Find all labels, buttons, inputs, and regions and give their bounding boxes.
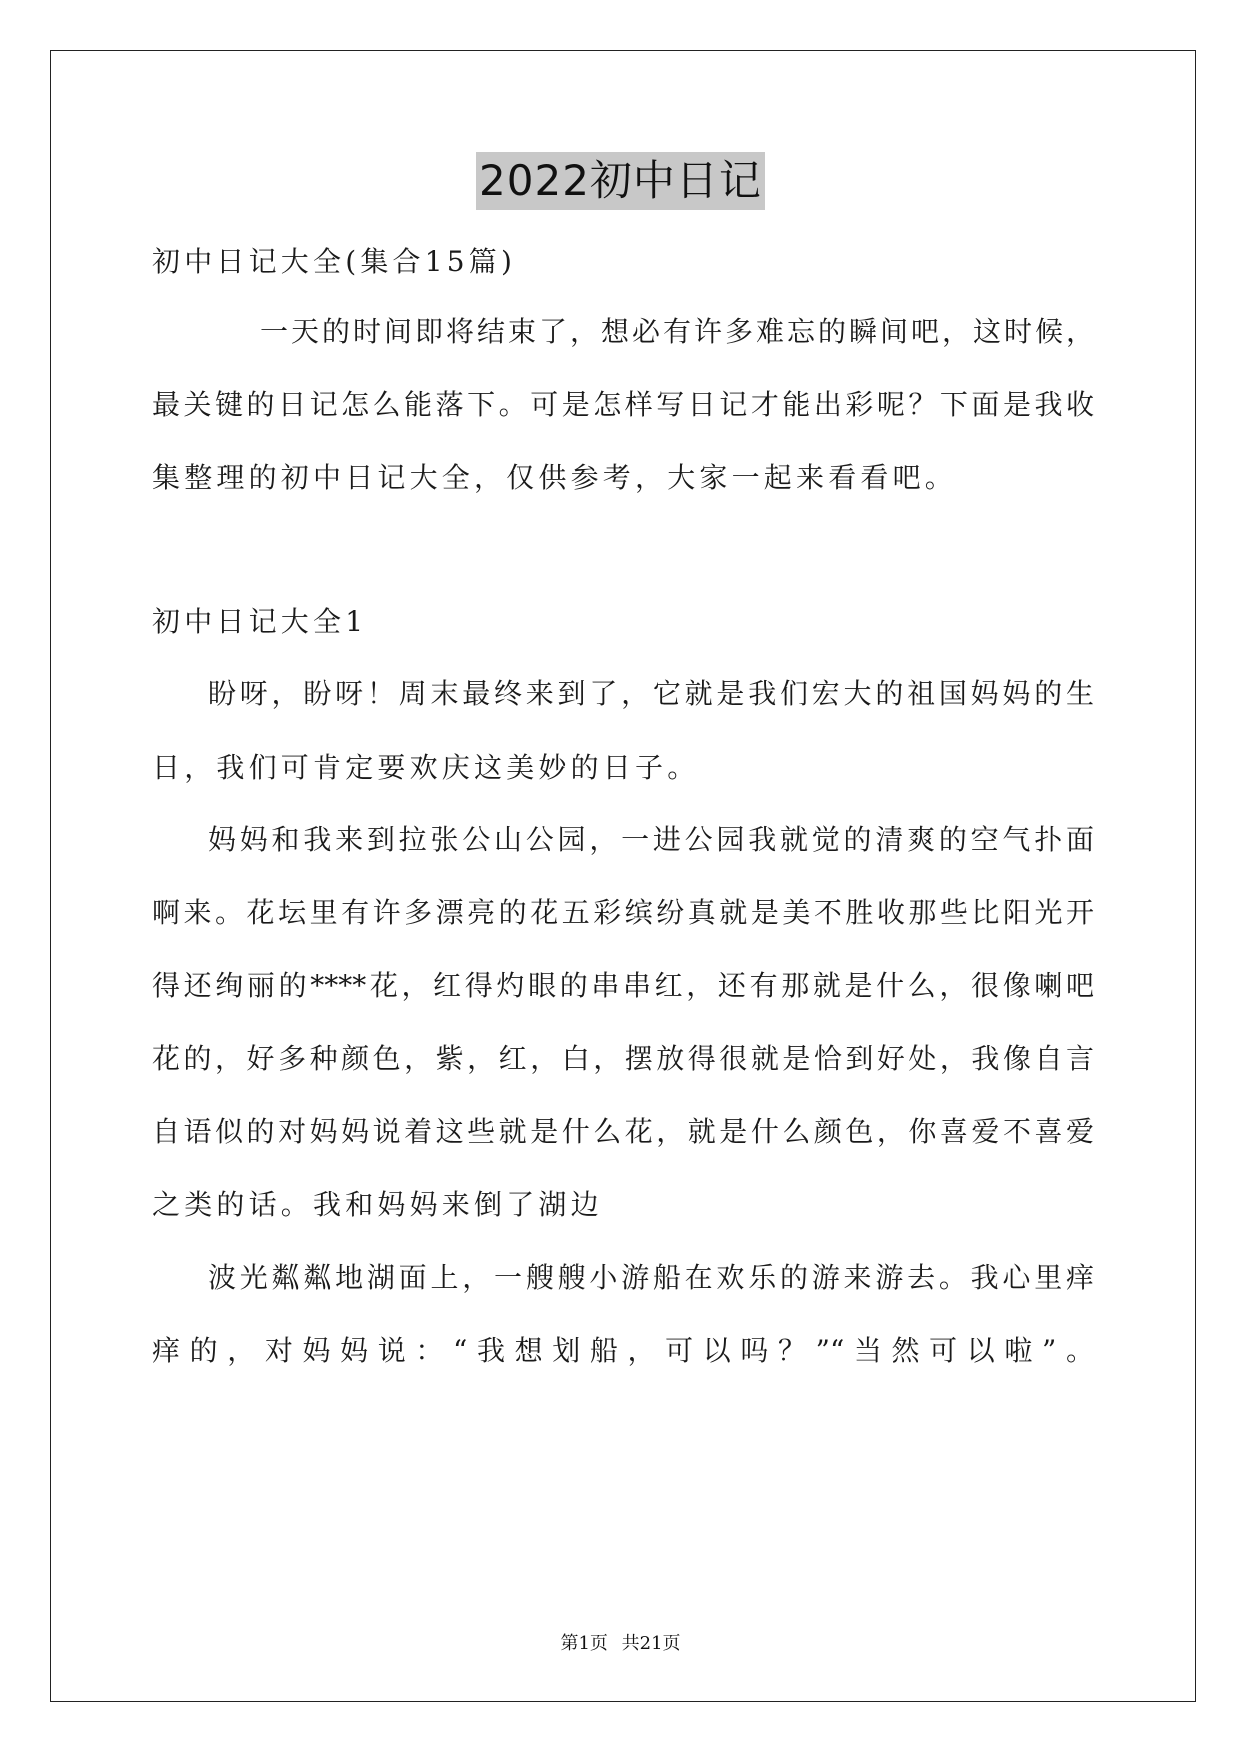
page-footer (0, 1632, 1241, 1656)
intro-line-2: 最关键的日记怎么能落下。可是怎样写日记才能出彩呢？下面是我收 (152, 388, 1094, 421)
body-line-4: 啊来。花坛里有许多漂亮的花五彩缤纷真就是美不胜收那些比阳光开 (152, 896, 1094, 929)
body-line-8: 之类的话。我和妈妈来倒了湖边 (152, 1188, 603, 1221)
body-line-10: 痒的，对妈妈说：“我想划船，可以吗？”“当然可以啦”。 (152, 1334, 1094, 1367)
section-heading: 初中日记大全1 (152, 605, 368, 638)
body-line-7: 自语似的对妈妈说着这些就是什么花，就是什么颜色，你喜爱不喜爱 (152, 1115, 1094, 1148)
subtitle: 初中日记大全(集合15篇) (152, 245, 517, 278)
title-container (0, 152, 1241, 210)
body-line-1: 盼呀，盼呀！周末最终来到了，它就是我们宏大的祖国妈妈的生 (208, 677, 1094, 710)
body-line-5: 得还绚丽的****花，红得灼眼的串串红，还有那就是什么，很像喇吧 (152, 969, 1094, 1002)
document-title: 2022初中日记 (476, 152, 765, 210)
page-border (50, 50, 1196, 1702)
page-number: 第1页 (560, 1633, 608, 1654)
body-line-6: 花的，好多种颜色，紫，红，白，摆放得很就是恰到好处，我像自言 (152, 1042, 1094, 1075)
body-line-3: 妈妈和我来到拉张公山公园，一进公园我就觉的清爽的空气扑面 (208, 823, 1094, 856)
body-line-2: 日，我们可肯定要欢庆这美妙的日子。 (152, 751, 700, 784)
intro-line-3: 集整理的初中日记大全，仅供参考，大家一起来看看吧。 (152, 461, 958, 494)
page-total: 共21页 (621, 1633, 681, 1654)
intro-line-1: 一天的时间即将结束了，想必有许多难忘的瞬间吧，这时候， (260, 315, 1094, 348)
body-line-9: 波光粼粼地湖面上，一艘艘小游船在欢乐的游来游去。我心里痒 (208, 1261, 1094, 1294)
